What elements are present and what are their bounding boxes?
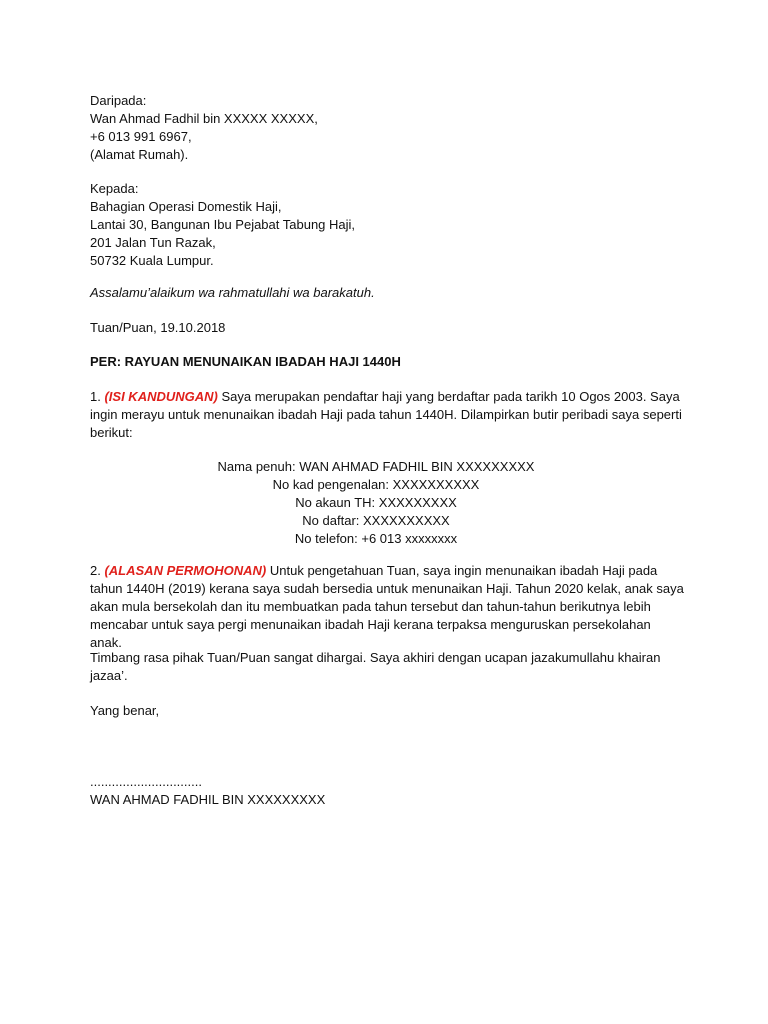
detail-ic-number: No kad pengenalan: XXXXXXXXXX [272,477,480,492]
detail-full-name: Nama penuh: WAN AHMAD FADHIL BIN XXXXXXXXX [217,459,535,474]
paragraph-number: 1. [90,389,101,404]
detail-account-number: No akaun TH: XXXXXXXXX [295,495,457,510]
recipient-department: Bahagian Operasi Domestik Haji, [90,199,282,214]
recipient-city: 50732 Kuala Lumpur. [90,253,214,268]
paragraph-content [90,388,686,442]
paragraph-text: Saya merupakan pendaftar haji yang berdaftar pada tarikh 10 Ogos 2003. Saya ingin merayu untuk menunaikan ibadah Haji pada tahun 1440H. Dilampirkan butir peribadi saya seperti berikut: [90,389,682,440]
content-highlight-label: (ISI KANDUNGAN) [104,389,218,404]
sender-name: Wan Ahmad Fadhil bin XXXXX XXXXX, [90,111,318,126]
recipient-heading: Kepada: [90,181,139,196]
detail-phone: No telefon: +6 013 xxxxxxxx [294,531,458,546]
sender-block [90,92,690,164]
detail-registration-number: No daftar: XXXXXXXXXX [302,513,450,528]
signature-name: WAN AHMAD FADHIL BIN XXXXXXXXX [90,792,326,807]
reason-highlight-label: (ALASAN PERMOHONAN) [104,563,267,578]
signature-line: ............................... [90,774,202,789]
personal-details [90,458,662,548]
paragraph-text: Untuk pengetahuan Tuan, saya ingin menunaikan ibadah Haji pada tahun 1440H (2019) kerana saya sudah bersedia untuk menunaikan Haji. Tahun 2020 kelak, anak saya akan mula bersekolah dan itu membuatkan pada tahun tersebut dan tahun-tahun berikutnya lebih mencabar untuk saya pergi menunaikan ibadah Haji kerana terpaksa menguruskan persekolahan anak. [90,563,684,650]
recipient-building: Lantai 30, Bangunan Ibu Pejabat Tabung Haji, [90,217,356,232]
greeting: Assalamu’alaikum wa rahmatullahi wa barakatuh. [90,285,375,300]
closing: Yang benar, [90,703,160,718]
paragraph-appreciation: Timbang rasa pihak Tuan/Puan sangat dihargai. Saya akhiri dengan ucapan jazakumullahu khairan jazaa’. [90,650,661,683]
sender-address: (Alamat Rumah). [90,147,189,162]
recipient-street: 201 Jalan Tun Razak, [90,235,216,250]
subject-line: PER: RAYUAN MENUNAIKAN IBADAH HAJI 1440H [90,354,401,369]
recipient-block [90,180,690,270]
sender-heading: Daripada: [90,93,147,108]
sender-phone: +6 013 991 6967, [90,129,192,144]
paragraph-number: 2. [90,563,101,578]
salutation-date: Tuan/Puan, 19.10.2018 [90,320,226,335]
paragraph-reason [90,562,686,652]
